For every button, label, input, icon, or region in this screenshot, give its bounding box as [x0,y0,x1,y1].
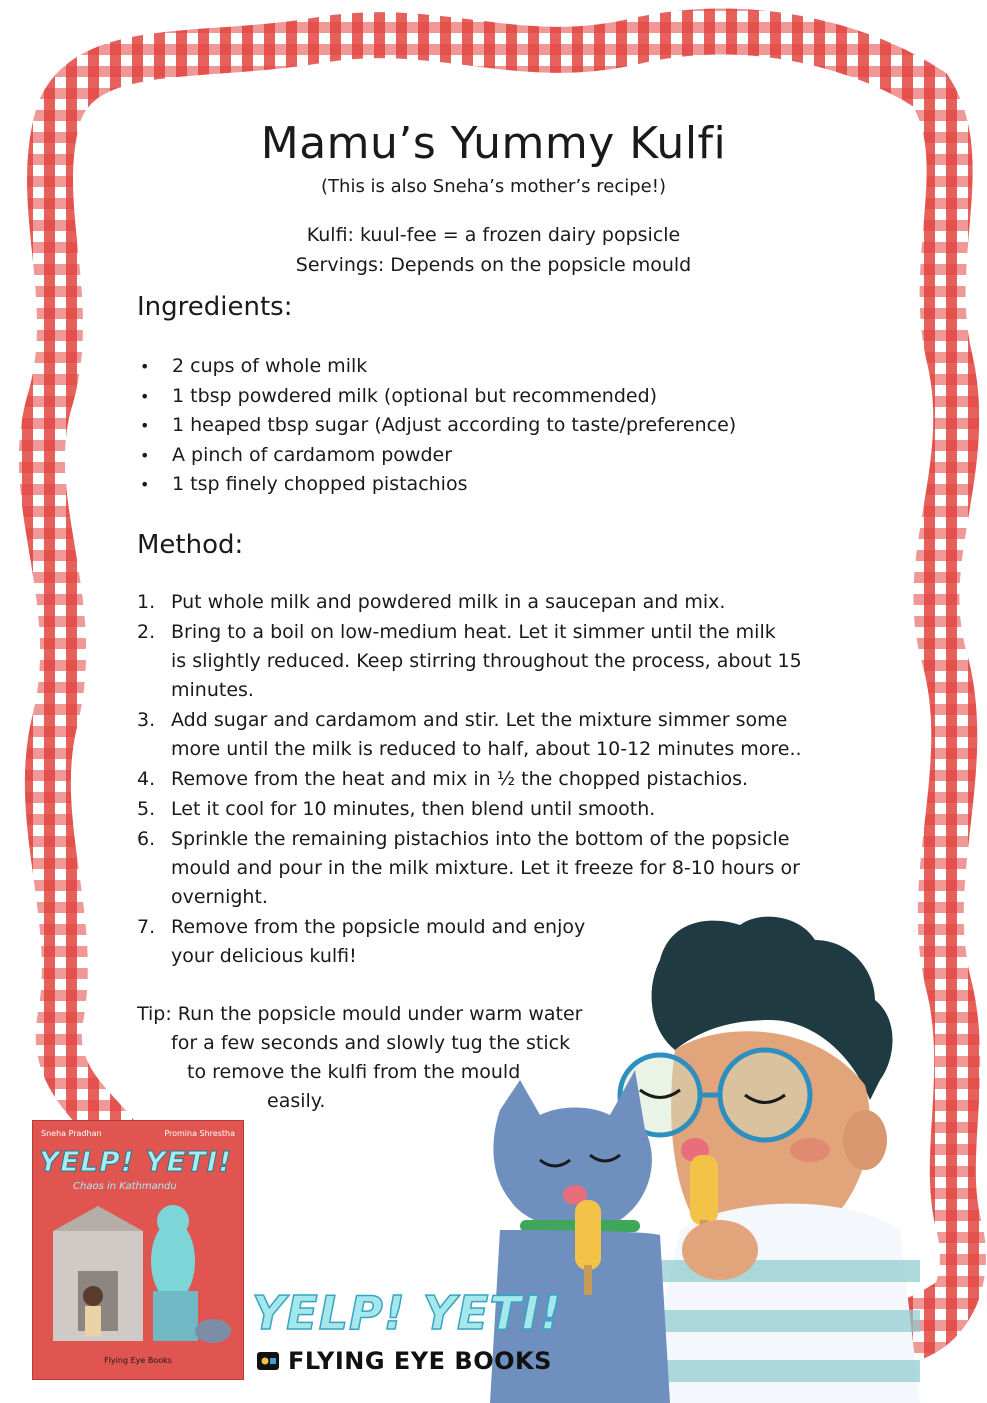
step-item: 7. Remove from the popsicle mould and enjoy your delicious kulfi! [137,916,586,967]
step-item: 1. Put whole milk and powdered milk in a saucepan and mix. [137,591,726,613]
recipe-subtitle: (This is also Sneha’s mother’s recipe!) [321,176,666,197]
ingredients-heading: Ingredients: [137,292,293,322]
step-item: 4. Remove from the heat and mix in ½ the chopped pistachios. [137,768,749,790]
list-item: • 2 cups of whole milk [140,352,736,382]
eye-icon [256,1349,280,1373]
publisher-name: FLYING EYE BOOKS [288,1347,552,1375]
list-item: • 1 heaped tbsp sugar (Adjust according to taste/preference) [140,411,736,441]
bullet-icon: • [140,475,150,494]
cover-subtitle: Chaos in Kathmandu [73,1181,177,1192]
cover-illustrator: Promina Shrestha [164,1129,235,1138]
cover-illustration [33,1201,244,1351]
list-item: • 1 tbsp powdered milk (optional but recommended) [140,382,736,412]
bullet-icon: • [140,386,150,406]
method-heading: Method: [137,530,244,560]
kulfi-definition: Kulfi: kuul-fee = a frozen dairy popsicle [306,224,681,246]
tip-text: Tip: Run the popsicle mould under warm water for a few seconds and slowly tug the stick to remove the kulfi from the mould easily. [137,1003,583,1112]
step-item: 2. Bring to a boil on low-medium heat. Let it simmer until the milk is slightly reduced. Keep stirring throughout the process, about 15 minutes. [137,621,802,701]
step-item: 3. Add sugar and cardamom and stir. Let the mixture simmer some more until the milk is reduced to half, about 10-12 minutes more.. [137,709,802,760]
flying-eye-books-logo [256,1347,552,1375]
ingredients-list [140,352,736,500]
bullet-icon: • [140,357,150,376]
servings-info: Servings: Depends on the popsicle mould [295,254,692,276]
cover-author: Sneha Pradhan [41,1129,102,1138]
yelp-yeti-logo: YELP! YETI! [252,1286,562,1340]
step-item: 6. Sprinkle the remaining pistachios into the bottom of the popsicle mould and pour in the milk mixture. Let it freeze for 8-10 hours or overnight. [137,828,800,908]
cover-publisher: Flying Eye Books [104,1356,172,1365]
recipe-title: Mamu’s Yummy Kulfi [260,118,727,169]
cover-title: YELP! YETI! [39,1145,232,1178]
list-item: • 1 tsp finely chopped pistachios [140,470,736,500]
bullet-icon: • [140,416,150,435]
step-item: 5. Let it cool for 10 minutes, then blend until smooth. [137,798,656,820]
list-item: • A pinch of cardamom powder [140,441,736,471]
bullet-icon: • [140,445,150,465]
book-cover [32,1120,244,1380]
